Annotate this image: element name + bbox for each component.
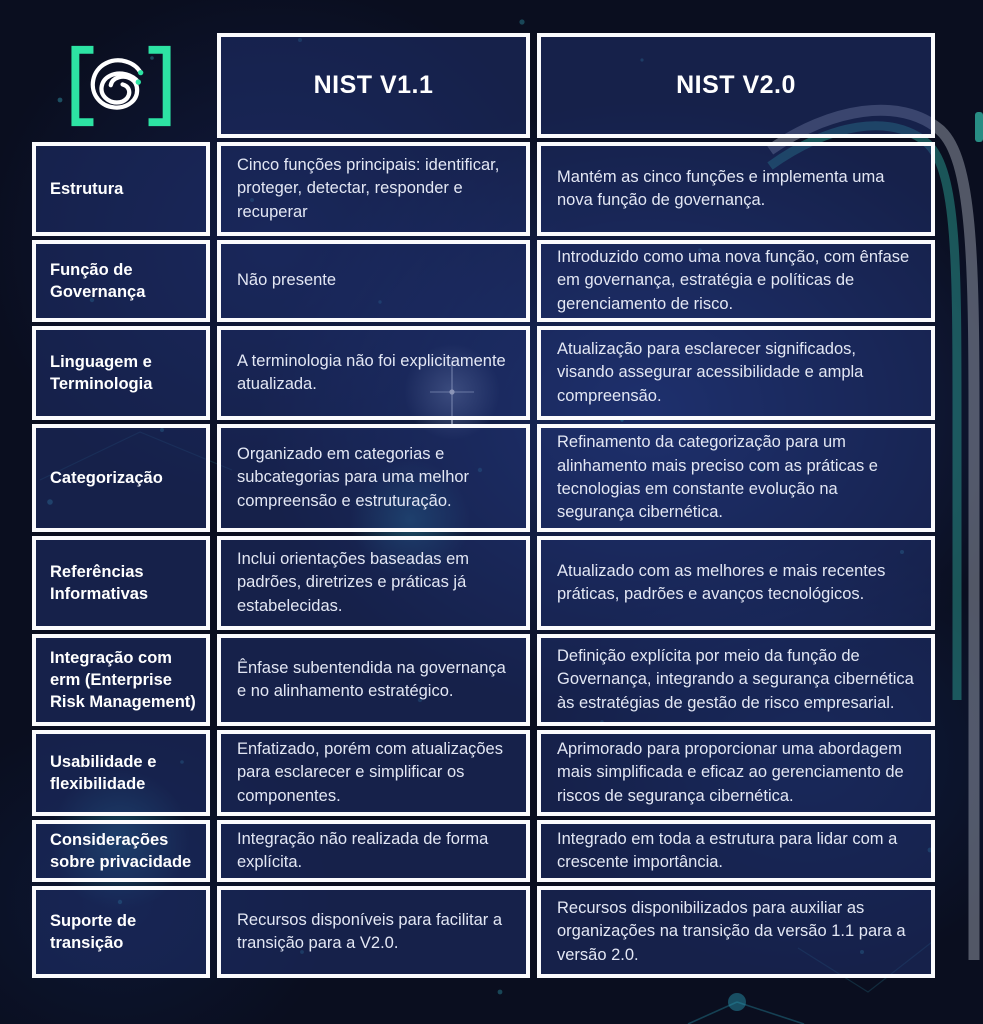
row-label-consideracoes-privacidade: Considerações sobre privacidade bbox=[32, 820, 210, 882]
cell-v2-referencias-informativas: Atualizado com as melhores e mais recentes práticas, padrões e avanços tecnológicos. bbox=[537, 536, 935, 630]
cell-v1-estrutura: Cinco funções principais: identificar, proteger, detectar, responder e recuperar bbox=[217, 142, 530, 236]
row-label-referencias-informativas: Referências Informativas bbox=[32, 536, 210, 630]
cell-v2-integracao-erm: Definição explícita por meio da função de Governança, integrando a segurança cibernética às estratégias de gestão de risco empresarial. bbox=[537, 634, 935, 726]
logo-cell bbox=[32, 33, 210, 138]
cell-v1-consideracoes-privacidade: Integração não realizada de forma explícita. bbox=[217, 820, 530, 882]
cell-v1-referencias-informativas: Inclui orientações baseadas em padrões, diretrizes e práticas já estabelecidas. bbox=[217, 536, 530, 630]
row-label-suporte-transicao: Suporte de transição bbox=[32, 886, 210, 978]
cell-v2-linguagem-terminologia: Atualização para esclarecer significados, visando assegurar acessibilidade e ampla compreensão. bbox=[537, 326, 935, 420]
row-label-categorizacao: Categorização bbox=[32, 424, 210, 532]
cell-v2-estrutura: Mantém as cinco funções e implementa uma nova função de governança. bbox=[537, 142, 935, 236]
cell-v1-funcao-governanca: Não presente bbox=[217, 240, 530, 322]
cell-v2-consideracoes-privacidade: Integrado em toda a estrutura para lidar com a crescente importância. bbox=[537, 820, 935, 882]
cell-v2-funcao-governanca: Introduzido como uma nova função, com ênfase em governança, estratégia e políticas de gerenciamento de risco. bbox=[537, 240, 935, 322]
cell-v1-usabilidade-flexibilidade: Enfatizado, porém com atualizações para esclarecer e simplificar os componentes. bbox=[217, 730, 530, 816]
company-logo bbox=[62, 42, 180, 130]
cell-v1-integracao-erm: Ênfase subentendida na governança e no alinhamento estratégico. bbox=[217, 634, 530, 726]
e-glyph bbox=[93, 60, 141, 107]
comparison-table bbox=[32, 33, 935, 978]
column-header-nist-v2: NIST V2.0 bbox=[537, 33, 935, 138]
row-label-linguagem-terminologia: Linguagem e Terminologia bbox=[32, 326, 210, 420]
cell-v1-suporte-transicao: Recursos disponíveis para facilitar a transição para a V2.0. bbox=[217, 886, 530, 978]
cell-v1-linguagem-terminologia: A terminologia não foi explicitamente atualizada. bbox=[217, 326, 530, 420]
column-header-nist-v1: NIST V1.1 bbox=[217, 33, 530, 138]
row-label-integracao-erm: Integração com erm (Enterprise Risk Management) bbox=[32, 634, 210, 726]
cell-v2-categorizacao: Refinamento da categorização para um alinhamento mais preciso com as práticas e tecnologias em constante evolução na segurança cibernética. bbox=[537, 424, 935, 532]
cell-v2-usabilidade-flexibilidade: Aprimorado para proporcionar uma abordagem mais simplificada e eficaz ao gerenciamento de riscos de segurança cibernética. bbox=[537, 730, 935, 816]
row-label-funcao-governanca: Função de Governança bbox=[32, 240, 210, 322]
teal-edge-notch bbox=[975, 112, 983, 142]
cell-v2-suporte-transicao: Recursos disponibilizados para auxiliar as organizações na transição da versão 1.1 para a versão 2.0. bbox=[537, 886, 935, 978]
cell-v1-categorizacao: Organizado em categorias e subcategorias para uma melhor compreensão e estruturação. bbox=[217, 424, 530, 532]
row-label-usabilidade-flexibilidade: Usabilidade e flexibilidade bbox=[32, 730, 210, 816]
row-label-estrutura: Estrutura bbox=[32, 142, 210, 236]
